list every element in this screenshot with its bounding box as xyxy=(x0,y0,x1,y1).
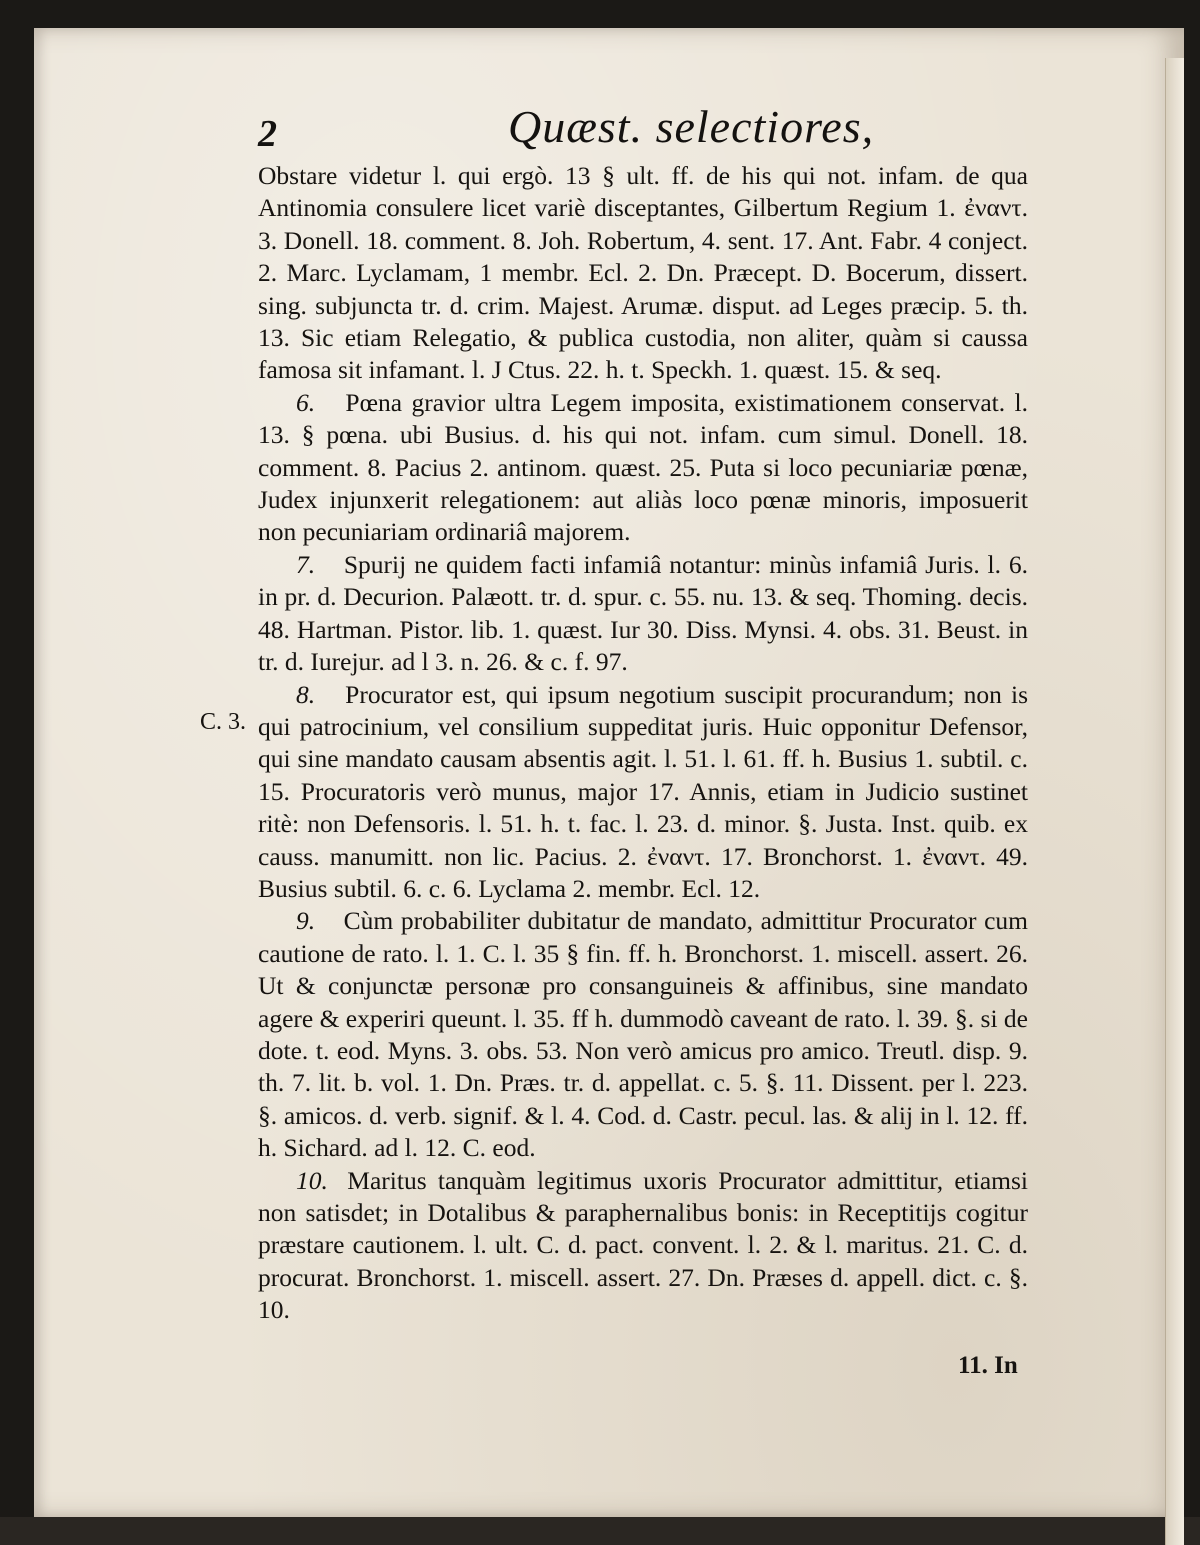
catchword: 11. In xyxy=(958,1352,1018,1379)
paragraph xyxy=(258,160,1028,387)
paragraph-text: Spurij ne quidem facti infamiâ notantur: minùs infamiâ Juris. l. 6. in pr. d. Decurion. Palæott. tr. d. spur. c. 55. nu. 13. & seq. Thoming. decis. 48. Hartman. Pistor. lib. 1. quæst. Iur 30. Diss. Mynsi. 4. obs. 31. Beust. in tr. d. Iurejur. ad l 3. n. 26. & c. f. 97. xyxy=(258,549,1028,677)
paragraph-text: Maritus tanquàm legitimus uxoris Procurator admittitur, etiamsi non satisdet; in Dotalibus & paraphernalibus bonis: in Receptitijs cogitur præstare cautionem. l. ult. C. d. pact. convent. l. 2. & l. maritus. 21. C. d. procurat. Bronchorst. 1. miscell. assert. 27. Dn. Præses d. appell. dict. c. §. 10. xyxy=(258,1165,1029,1325)
paragraph-number: 10. xyxy=(296,1165,328,1195)
paragraph xyxy=(258,905,1028,1164)
paragraph-text: Obstare videtur l. qui ergò. 13 § ult. ff. de his qui not. infam. de qua Antinomia consulere licet variè disceptantes, Gilbertum Regium 1. ἐναντ. 3. Donell. 18. comment. 8. Joh. Robertum, 4. sent. 17. Ant. Fabr. 4 conject. 2. Marc. Lyclamam, 1 membr. Ecl. 2. Dn. Præcept. D. Bocerum, dissert. sing. subjuncta tr. d. crim. Majest. Arumæ. disput. ad Leges præcip. 5. th. 13. Sic etiam Relegatio, & publica custodia, non aliter, quàm si caussa famosa sit infamant. l. J Ctus. 22. h. t. Speckh. 1. quæst. 15. & seq. xyxy=(258,161,1028,385)
paragraph xyxy=(258,679,1028,906)
paragraph-text: Procurator est, qui ipsum negotium suscipit procurandum; non is qui patrocinium, vel consilium suppeditat juris. Huic opponitur Defensor, qui sine mandato causam absentis agit. l. 51. l. 61. ff. h. Busius 1. subtil. c. 15. Procuratoris verò munus, major 17. Annis, etiam in Judicio sustinet ritè: non Defensoris. l. 51. h. t. fac. l. 23. d. minor. §. Justa. Inst. quib. ex causs. manumitt. non lic. Pacius. 2. ἐναντ. 17. Bronchorst. 1. ἐναντ. 49. Busius subtil. 6. c. 6. Lyclama 2. membr. Ecl. 12. xyxy=(258,679,1029,903)
margin-note: C. 3. xyxy=(200,709,247,735)
page-header xyxy=(258,100,1028,160)
paragraph xyxy=(258,1165,1028,1327)
paragraph-number: 7. xyxy=(296,549,316,579)
paragraph-text: Pœna gravior ultra Legem imposita, existimationem conservat. l. 13. § pœna. ubi Busius. d. his qui not. infam. cum simul. Donell. 18. comment. 8. Pacius 2. antinom. quæst. 25. Puta si loco pecuniariæ pœnæ, Judex injunxerit relegationem: aut aliàs loco pœnæ minoris, imposuerit non pecuniariam ordinariâ majorem. xyxy=(258,387,1029,547)
paragraph xyxy=(258,387,1028,549)
paragraph-number: 8. xyxy=(296,679,316,709)
page-edge xyxy=(1165,58,1184,1545)
running-head: Quæst. selectiores, xyxy=(508,101,875,152)
body-text xyxy=(258,160,1028,1327)
paragraph xyxy=(258,549,1028,679)
page-number: 2 xyxy=(258,113,277,155)
paragraph-number: 6. xyxy=(296,387,316,417)
paragraph-text: Cùm probabiliter dubitatur de mandato, admittitur Procurator cum cautione de rato. l. 1. C. l. 35 § fin. ff. h. Bronchorst. 1. miscell. assert. 26. Ut & conjunctæ personæ pro consanguineis & affinibus, sine mandato agere & experiri queunt. l. 35. ff h. dummodò caveant de rato. l. 39. §. si de dote. t. eod. Myns. 3. obs. 53. Non verò amicus pro amico. Treutl. disp. 9. th. 7. lit. b. vol. 1. Dn. Præs. tr. d. appellat. c. 5. §. 11. Dissent. per l. 223. §. amicos. d. verb. signif. & l. 4. Cod. d. Castr. pecul. las. & alij in l. 12. ff. h. Sichard. ad l. 12. C. eod. xyxy=(258,906,1029,1163)
paragraph-number: 9. xyxy=(296,906,316,936)
